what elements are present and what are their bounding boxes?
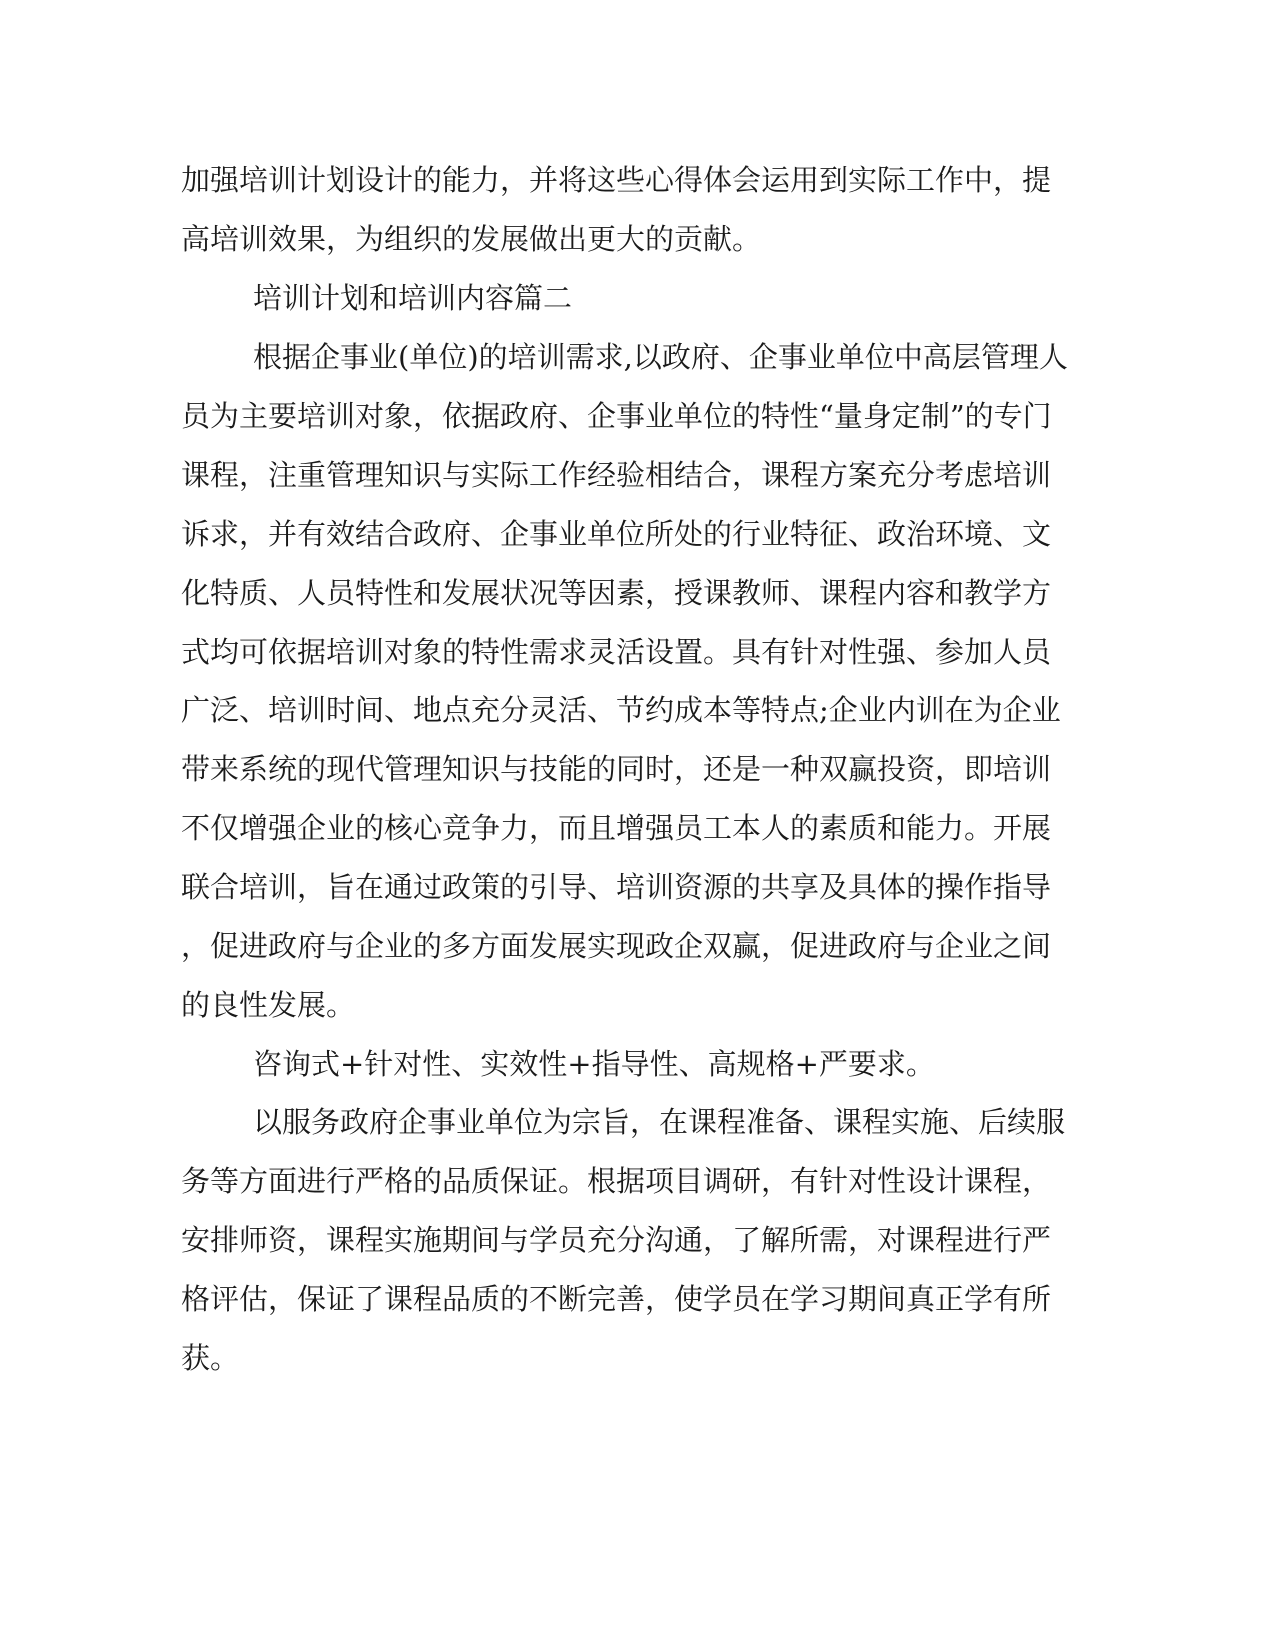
text-line: 加强培训计划设计的能力，并将这些心得体会运用到实际工作中，提 xyxy=(181,163,1052,197)
text-line: 以服务政府企事业单位为宗旨，在课程准备、课程实施、后续服 xyxy=(253,1105,1066,1139)
text-line: 务等方面进行严格的品质保证。根据项目调研，有针对性设计课程， xyxy=(181,1164,1052,1198)
text-line: 员为主要培训对象，依据政府、企事业单位的特性“量身定制”的专门 xyxy=(181,399,1052,433)
section-heading: 培训计划和培训内容篇二 xyxy=(253,281,573,315)
text-line: 课程，注重管理知识与实际工作经验相结合，课程方案充分考虑培训 xyxy=(181,458,1052,492)
text-line: 诉求，并有效结合政府、企事业单位所处的行业特征、政治环境、文 xyxy=(181,517,1052,551)
text-line: 的良性发展。 xyxy=(181,988,356,1022)
text-line: ，促进政府与企业的多方面发展实现政企双赢，促进政府与企业之间 xyxy=(181,929,1052,963)
text-line: 式均可依据培训对象的特性需求灵活设置。具有针对性强、参加人员 xyxy=(181,635,1052,669)
text-line: 化特质、人员特性和发展状况等因素，授课教师、课程内容和教学方 xyxy=(181,576,1052,610)
text-line: 带来系统的现代管理知识与技能的同时，还是一种双赢投资，即培训 xyxy=(181,752,1052,786)
text-line: 安排师资，课程实施期间与学员充分沟通，了解所需，对课程进行严 xyxy=(181,1223,1052,1257)
text-line: 咨询式+针对性、实效性+指导性、高规格+严要求。 xyxy=(253,1047,935,1081)
text-line: 联合培训，旨在通过政策的引导、培训资源的共享及具体的操作指导 xyxy=(181,870,1052,904)
text-line: 广泛、培训时间、地点充分灵活、节约成本等特点;企业内训在为企业 xyxy=(181,693,1061,727)
text-line: 根据企事业(单位)的培训需求,以政府、企事业单位中高层管理人 xyxy=(253,340,1068,374)
text-line: 不仅增强企业的核心竞争力，而且增强员工本人的素质和能力。开展 xyxy=(181,811,1052,845)
text-line: 高培训效果，为组织的发展做出更大的贡献。 xyxy=(181,222,762,256)
text-line: 获。 xyxy=(181,1341,240,1375)
text-line: 格评估，保证了课程品质的不断完善，使学员在学习期间真正学有所 xyxy=(181,1282,1052,1316)
